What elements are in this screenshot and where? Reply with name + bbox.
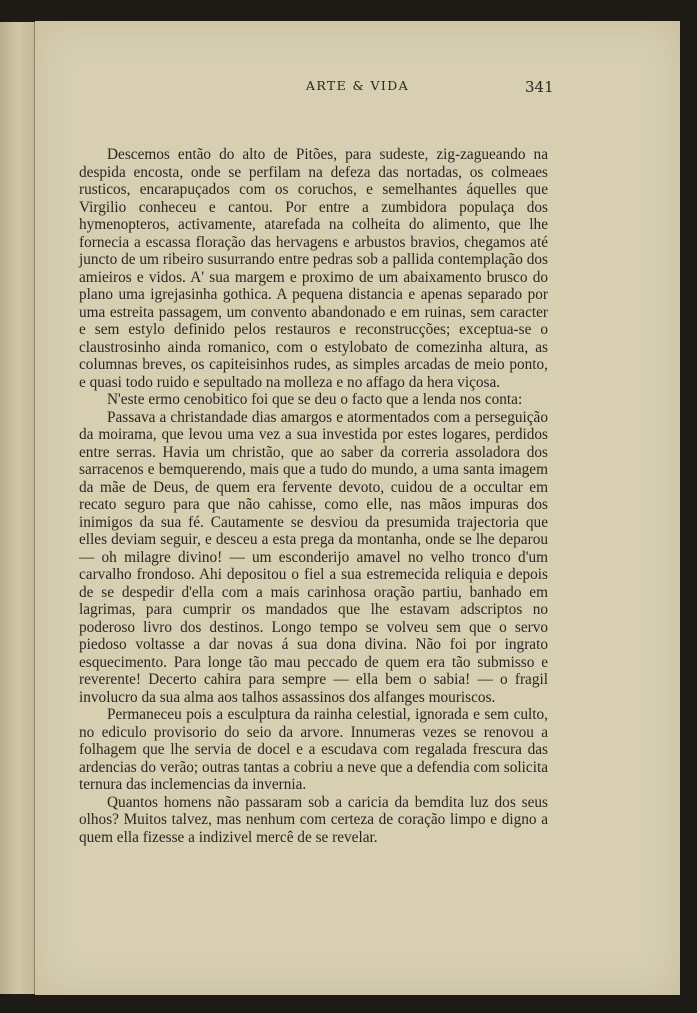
body-text bbox=[79, 146, 548, 846]
facing-page-edge bbox=[0, 22, 35, 994]
paragraph-5: Quantos homens não passaram sob a caricia da bemdita luz dos seus olhos? Muitos talvez, mas nenhum com certeza de coração limpo e digno a quem ella fizesse a indizivel mercê de se revelar. bbox=[79, 793, 548, 846]
running-header: ARTE & VIDA bbox=[305, 78, 410, 93]
paragraph-3: Passava a christandade dias amargos e atormentados com a perseguição da moirama, que levou uma vez a sua investida por estes logares, perdidos entre serras. Havia um christão, que ao saber da correria assoladora dos sarracenos e bemquerendo, mais que a tudo do mundo, a uma santa imagem da mãe de Deus, de quem era fervente devoto, cuidou de a occultar em recato seguro para que não cahisse, como elle, nas mãos impuras dos inimigos da sua fé. Cautamente se desviou da presumida trajectoria que elles deviam seguir, e desceu a esta prega da montanha, onde se lhe deparou — oh milagre divino! — um esconderijo amavel no velho tronco d'um carvalho frondoso. Ahi depositou o fiel a sua estremecida reliquia e depois de se despedir d'ella com a mais carinhosa oração partiu, banhado em lagrimas, para cumprir os mandados que lhe estavam adscriptos no poderoso livro dos destinos. Longo tempo se volveu sem que o servo piedoso voltasse a dar novas á sua dona divina. Não foi por ingrato esquecimento. Para longe tão mau peccado de quem era tão submisso e reverente! Decerto cahira para sempre — ella bem o sabia! — o fragil involucro da sua alma aos talhos assassinos dos alfanges mouriscos. bbox=[79, 408, 548, 706]
page-number: 341 bbox=[525, 78, 554, 96]
book-page bbox=[35, 21, 680, 995]
paragraph-2: N'este ermo cenobitico foi que se deu o facto que a lenda nos conta: bbox=[107, 391, 523, 408]
paragraph-1: Descemos então do alto de Pitões, para sudeste, zig-zagueando na despida encosta, onde se perfilam na defeza das nortadas, os colmeaes rusticos, encarapuçados com os coruchos, e semelhantes áquelles que Virgilio conheceu e cantou. Por entre a zumbidora populaça dos hymenopteros, activamente, atarefada na colheita do alimento, que lhe fornecia a escassa floração das hervagens e arbustos bravios, chegamos até juncto de um ribeiro susurrando entre pedras sob a pallida contemplação dos amieiros e vidos. A' sua margem e proximo de um abaixamento brusco do plano uma igrejasinha gothica. A pequena distancia e apenas separado por uma estreita passagem, um convento abandonado e em ruinas, sem caracter e sem estylo definido pelos restauros e reconstrucções; exceptua-se o claustrosinho ainda romanico, com o estylobato de comezinha altura, as columnas breves, os capiteisinhos rudes, as simples arcadas de meio ponto, e quasi todo ruido e sepultado na molleza e no affago da hera viçosa. bbox=[79, 146, 548, 391]
paragraph-4: Permaneceu pois a esculptura da rainha celestial, ignorada e sem culto, no ediculo provisorio do seio da arvore. Innumeras vezes se renovou a folhagem que lhe servia de docel e a escudava com regalada frescura das ardencias do verão; outras tantas a cobriu a neve que a defendia com solicita ternura das inclemencias da invernia. bbox=[79, 706, 548, 793]
